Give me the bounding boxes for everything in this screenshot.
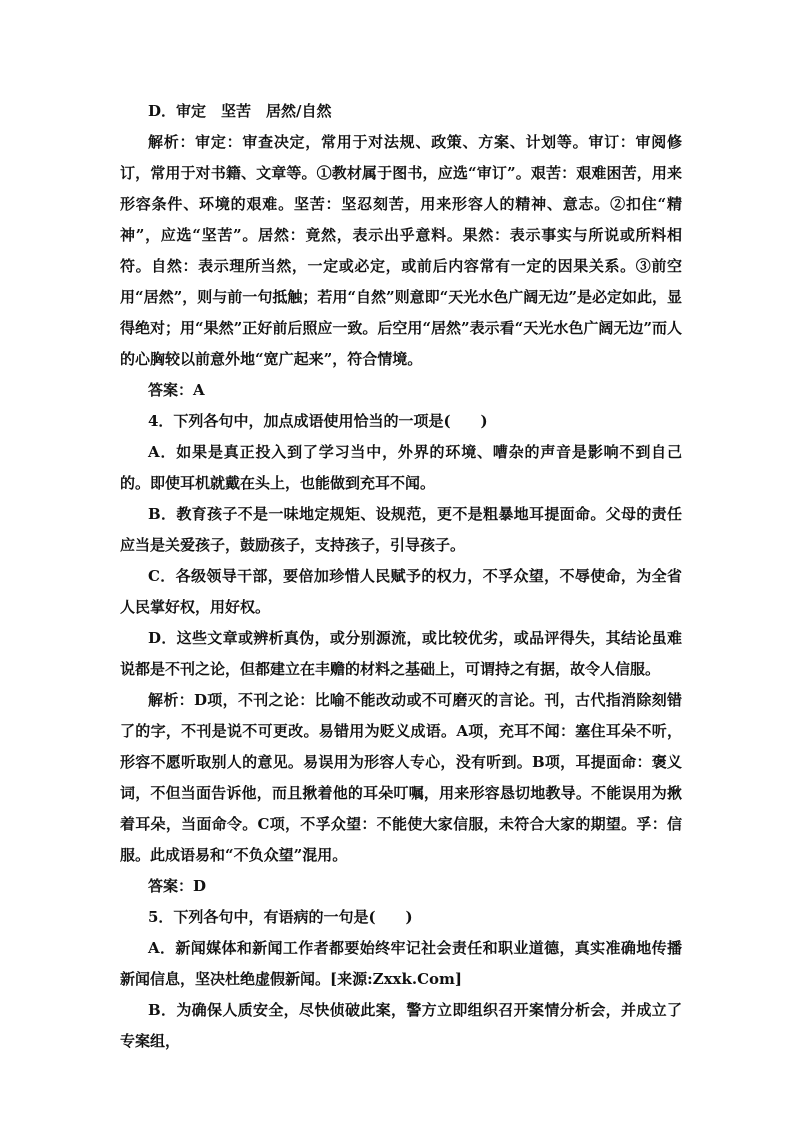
question-4-option-a: A．如果是真正投入到了学习当中，外界的环境、嘈杂的声音是影响不到自己的。即使耳机就戴在头上，也能做到充耳不闻。 (120, 443, 682, 492)
question-4-option-c: C．各级领导干部，要倍加珍惜人民赋予的权力，不孚众望，不辱使命，为全省人民掌好权，用好权。 (120, 567, 682, 616)
analysis-paragraph-q3: 解析：审定：审查决定，常用于对法规、政策、方案、计划等。审订：审阅修订，常用于对书籍、文章等。①教材属于图书，应选“审订”。艰苦：艰难困苦，用来形容条件、环境的艰难。坚苦：坚忍刻苦，用来形容人的精神、意志。②扣住“精神”，应选“坚苦”。居然：竟然，表示出乎意料。果然：表示事实与所说或所料相符。自然：表示理所当然，一定或必定，或前后内容常有一定的因果关系。③前空用“居然”，则与前一句抵触；若用“自然”则意即“天光水色广阔无边”是必定如此，显得绝对；用“果然”正好前后照应一致。后空用“居然”表示看“天光水色广阔无边”而人的心胸较以前意外地“宽广起来”，符合情境。 (120, 133, 682, 368)
question-4-option-d: D．这些文章或辨析真伪，或分别源流，或比较优劣，或品评得失，其结论虽难说都是不刊之论，但都建立在丰赡的材料之基础上，可谓持之有据，故令人信服。 (120, 629, 682, 678)
question-5-stem: 5．下列各句中，有语病的一句是( ) (148, 908, 413, 926)
question-5-option-b: B．为确保人质安全，尽快侦破此案，警方立即组织召开案情分析会，并成立了专案组， (120, 1001, 682, 1050)
answer-q4: 答案：D (148, 877, 207, 895)
document-page (120, 96, 682, 1057)
question-4-stem: 4．下列各句中，加点成语使用恰当的一项是( ) (148, 412, 488, 430)
analysis-paragraph-q4: 解析：D项，不刊之论：比喻不能改动或不可磨灭的言论。刊，古代指消除刻错了的字，不刊是说不可更改。易错用为贬义成语。A项，充耳不闻：塞住耳朵不听，形容不愿听取别人的意见。易误用为形容人专心，没有听到。B项，耳提面命：褒义词，不但当面告诉他，而且揪着他的耳朵叮嘱，用来形容恳切地教导。不能误用为揪着耳朵，当面命令。C项，不孚众望：不能使大家信服，未符合大家的期望。孚：信服。此成语易和“不负众望”混用。 (120, 691, 682, 864)
answer-q3: 答案：A (148, 381, 205, 399)
question-4-option-b: B．教育孩子不是一味地定规矩、设规范，更不是粗暴地耳提面命。父母的责任应当是关爱孩子，鼓励孩子，支持孩子，引导孩子。 (120, 505, 682, 554)
question-5-option-a: A．新闻媒体和新闻工作者都要始终牢记社会责任和职业道德，真实准确地传播新闻信息，坚决杜绝虚假新闻。[来源:Zxxk.Com] (120, 939, 682, 988)
option-d-answer-line: D．审定 坚苦 居然/自然 (148, 102, 332, 120)
